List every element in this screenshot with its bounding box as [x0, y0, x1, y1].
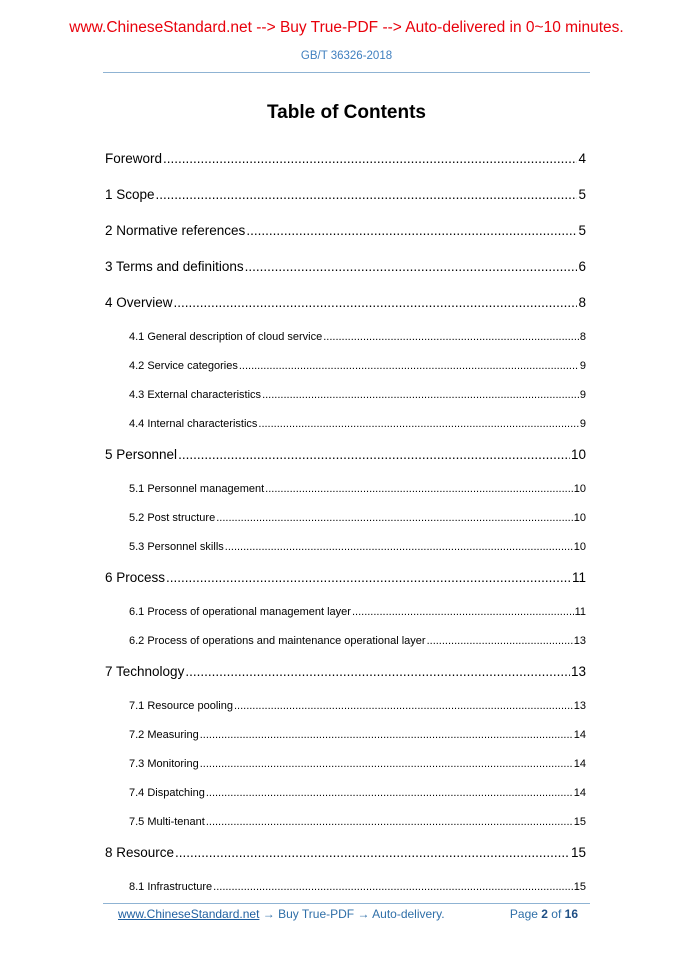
toc-dot-leader: [239, 352, 579, 381]
toc-dot-leader: [234, 692, 573, 721]
toc-entry-label: 7.2 Measuring: [129, 729, 199, 741]
toc-entry-label: 6 Process: [105, 570, 166, 585]
toc-dot-leader: [258, 410, 578, 439]
toc-entry-label: 5.3 Personnel skills: [129, 541, 224, 553]
toc-dot-leader: [265, 475, 573, 504]
toc-entry-page: 9: [579, 418, 586, 430]
toc-entry[interactable]: [105, 533, 586, 562]
toc-entry-page: 14: [573, 729, 586, 741]
toc-dot-leader: [352, 598, 574, 627]
toc-entry-label: 5.1 Personnel management: [129, 483, 265, 495]
page-of: of: [547, 907, 565, 921]
toc-entry[interactable]: [105, 143, 586, 179]
toc-entry[interactable]: [105, 837, 586, 873]
toc-entry-label: Foreword: [105, 151, 163, 166]
toc-entry-label: 4.4 Internal characteristics: [129, 418, 258, 430]
toc-entry-page: 9: [579, 360, 586, 372]
toc-entry[interactable]: [105, 475, 586, 504]
toc-entry-page: 9: [579, 389, 586, 401]
footer-auto-delivery: Auto-delivery.: [372, 907, 445, 921]
toc-entry[interactable]: [105, 779, 586, 808]
toc-entry-label: 7 Technology: [105, 664, 185, 679]
page-title: Table of Contents: [266, 102, 427, 123]
toc-entry[interactable]: [105, 750, 586, 779]
toc-entry-label: 7.1 Resource pooling: [129, 700, 233, 712]
toc-entry-page: 5: [578, 187, 586, 202]
toc-entry-label: 2 Normative references: [105, 223, 246, 238]
page-current: 2: [541, 907, 548, 921]
toc-dot-leader: [216, 504, 573, 533]
toc-entry[interactable]: [105, 287, 586, 323]
toc-dot-leader: [166, 562, 571, 594]
toc-entry-page: 13: [573, 635, 586, 647]
toc-entry-label: 5.2 Post structure: [129, 512, 216, 524]
toc-entry-page: 6: [578, 259, 586, 274]
toc-entry-page: 11: [571, 570, 586, 585]
toc-entry-page: 10: [573, 541, 586, 553]
toc-entry[interactable]: [105, 721, 586, 750]
toc-dot-leader: [246, 215, 577, 247]
toc-entry-page: 5: [578, 223, 586, 238]
toc-entry-label: 1 Scope: [105, 187, 155, 202]
toc-entry[interactable]: [105, 692, 586, 721]
toc-entry[interactable]: [105, 439, 586, 475]
footer-arrow: →: [259, 907, 279, 921]
toc-entry[interactable]: [105, 598, 586, 627]
toc-dot-leader: [427, 627, 573, 656]
toc-entry-label: 8.1 Infrastructure: [129, 881, 213, 893]
toc-entry-label: 7.4 Dispatching: [129, 787, 205, 799]
toc-entry[interactable]: [105, 352, 586, 381]
page-total: 16: [564, 907, 578, 921]
toc-dot-leader: [163, 143, 577, 175]
toc-entry-page: 13: [570, 664, 586, 679]
toc-dot-leader: [200, 721, 573, 750]
footer-site-link[interactable]: www.ChineseStandard.net: [118, 907, 260, 921]
toc-dot-leader: [156, 179, 578, 211]
toc-entry[interactable]: [105, 179, 586, 215]
toc-entry[interactable]: [105, 251, 586, 287]
toc-entry-page: 10: [573, 483, 586, 495]
toc-entry-label: 4.3 External characteristics: [129, 389, 262, 401]
toc-entry[interactable]: [105, 323, 586, 352]
toc-dot-leader: [178, 439, 570, 471]
toc-entry[interactable]: [105, 410, 586, 439]
toc-entry-label: 8 Resource: [105, 845, 175, 860]
toc-entry[interactable]: [105, 562, 586, 598]
toc-entry-page: 8: [578, 295, 586, 310]
toc-entry-label: 7.3 Monitoring: [129, 758, 199, 770]
toc-dot-leader: [200, 750, 573, 779]
toc-dot-leader: [206, 808, 573, 837]
toc-dot-leader: [262, 381, 579, 410]
toc-entry-page: 14: [573, 758, 586, 770]
toc-entry-label: 6.1 Process of operational management layer: [129, 606, 351, 618]
toc-dot-leader: [175, 837, 570, 869]
toc-entry[interactable]: [105, 215, 586, 251]
toc-dot-leader: [323, 323, 579, 352]
page-label: Page: [509, 907, 542, 921]
toc-entry-label: 7.5 Multi-tenant: [129, 816, 205, 828]
standard-number: GB/T 36326-2018: [300, 50, 393, 62]
toc-entry-page: 15: [573, 881, 586, 893]
toc-dot-leader: [174, 287, 578, 319]
toc-entry-page: 13: [573, 700, 586, 712]
footer-divider: [103, 903, 590, 904]
toc-entry-label: 5 Personnel: [105, 447, 178, 462]
toc-entry-page: 10: [570, 447, 586, 462]
toc-entry-page: 15: [573, 816, 586, 828]
toc-entry[interactable]: [105, 656, 586, 692]
toc-dot-leader: [185, 656, 570, 688]
toc-entry-page: 14: [573, 787, 586, 799]
toc-entry-page: 11: [574, 606, 586, 618]
toc-dot-leader: [245, 251, 578, 283]
toc-dot-leader: [213, 873, 573, 902]
toc-dot-leader: [225, 533, 573, 562]
toc-entry[interactable]: [105, 381, 586, 410]
toc-entry[interactable]: [105, 504, 586, 533]
footer-buy-text: Buy True-PDF: [278, 907, 355, 921]
header-divider: [103, 72, 590, 73]
toc-dot-leader: [206, 779, 573, 808]
toc-entry-page: 8: [579, 331, 586, 343]
toc-entry[interactable]: [105, 627, 586, 656]
banner-text: www.ChineseStandard.net --> Buy True-PDF --> Auto-delivered in 0~10 minutes.: [69, 19, 624, 36]
toc-entry-page: 10: [573, 512, 586, 524]
footer: [118, 907, 588, 921]
table-of-contents: [105, 143, 586, 902]
toc-entry[interactable]: [105, 808, 586, 837]
toc-entry-label: 6.2 Process of operations and maintenance operational layer: [129, 635, 426, 647]
toc-entry-page: 4: [578, 151, 586, 166]
toc-entry-page: 15: [570, 845, 586, 860]
toc-entry-label: 3 Terms and definitions: [105, 259, 244, 274]
toc-entry-label: 4 Overview: [105, 295, 173, 310]
toc-entry-label: 4.2 Service categories: [129, 360, 238, 372]
toc-entry-label: 4.1 General description of cloud service: [129, 331, 323, 343]
toc-entry[interactable]: [105, 873, 586, 902]
footer-arrow: →: [354, 907, 373, 921]
